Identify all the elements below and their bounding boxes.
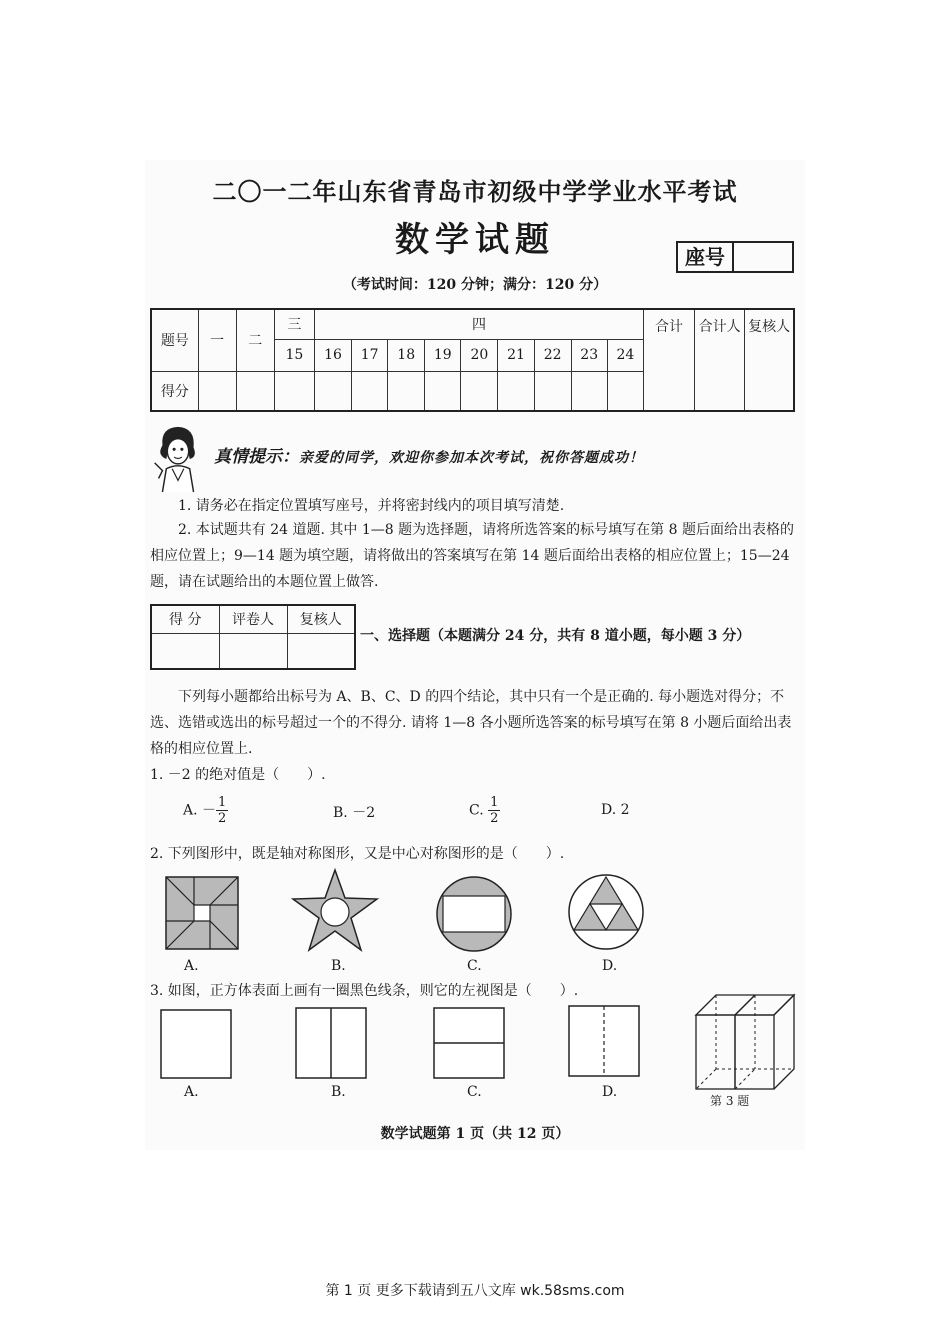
score-table [150, 308, 795, 412]
q1-a-denominator: 2 [218, 811, 227, 826]
q1-c-label: C. [469, 802, 484, 819]
q2-label-a: A. [184, 958, 199, 974]
seat-label: 座号 [678, 243, 734, 271]
page-number-footer: 数学试题第 1 页（共 12 页） [380, 1126, 570, 1142]
score-cell[interactable] [352, 371, 388, 411]
score-cell[interactable] [534, 371, 571, 411]
grade-score-header: 得 分 [151, 605, 219, 633]
q2-stem: 2. 下列图形中，既是轴对称图形，又是中心对称图形的是（ ）. [150, 846, 565, 862]
score-cell[interactable] [571, 371, 607, 411]
score-cell[interactable] [388, 371, 425, 411]
section-3: 三 [274, 309, 314, 339]
q1-c-numerator: 1 [490, 795, 499, 810]
grade-grader-header: 评卷人 [219, 605, 287, 633]
question-number: 24 [607, 339, 643, 371]
question-number: 20 [461, 339, 498, 371]
section-4: 四 [314, 309, 643, 339]
section-2: 二 [236, 309, 274, 371]
totaler-header: 合计人 [695, 309, 745, 411]
question-number: 23 [571, 339, 607, 371]
grade-table [150, 604, 356, 670]
q2-label-d: D. [602, 958, 618, 974]
score-cell[interactable] [198, 371, 236, 411]
q2-label-c: C. [467, 958, 482, 974]
site-footer: 第 1 页 更多下载请到五八文库 wk.58sms.com [325, 1283, 625, 1299]
question-number: 17 [352, 339, 388, 371]
score-cell[interactable] [274, 371, 314, 411]
teacher-cartoon-icon [148, 424, 208, 494]
q1-option-a [183, 795, 228, 826]
exam-subtitle: （考试时间：120 分钟；满分：120 分） [342, 277, 608, 293]
reviewer-header: 复核人 [745, 309, 794, 411]
q3-label-b: B. [331, 1084, 346, 1100]
q3-stem: 3. 如图，正方体表面上画有一圈黑色线条，则它的左视图是（ ）. [150, 983, 579, 999]
q3-option-b-vertical-line-icon [295, 1007, 367, 1079]
q1-option-d: D. 2 [601, 802, 630, 818]
total-header: 合计 [643, 309, 694, 411]
grade-reviewer-header: 复核人 [287, 605, 355, 633]
q2-figure-a-pinwheel-icon [166, 877, 238, 949]
seat-number-box [676, 241, 794, 273]
hint-message: 亲爱的同学，欢迎你参加本次考试，祝你答题成功！ [299, 450, 644, 466]
q3-label-a: A. [184, 1084, 199, 1100]
subject-title: 数学试题 [395, 220, 555, 260]
q1-option-c [469, 795, 500, 826]
grade-reviewer-cell[interactable] [287, 633, 355, 669]
instruction-2: 2. 本试题共有 24 道题. 其中 1—8 题为选择题，请将所选答案的标号填写在第 8 题后面给出表格的相应位置上；9—14 题为填空题，请将做出的答案填写在第 14 题后面给出表格的相应位置上；15—24 题，请在试题给出的本题位置上做答. [150, 522, 794, 590]
q3-option-d-dashed-line-icon [568, 1005, 640, 1077]
q1-a-numerator: 1 [218, 795, 227, 810]
q3-cube-figure-icon [694, 993, 796, 1091]
q3-figure-caption: 第 3 题 [710, 1094, 750, 1108]
q2-label-b: B. [331, 958, 346, 974]
score-cell[interactable] [607, 371, 643, 411]
q3-option-c-horizontal-line-icon [433, 1007, 505, 1079]
instruction-1: 1. 请务必在指定位置填写座号，并将密封线内的项目填写清楚. [178, 498, 565, 514]
hint-line [214, 442, 644, 467]
score-cell[interactable] [314, 371, 351, 411]
section-1: 一 [198, 309, 236, 371]
q1-a-sign: － [202, 802, 217, 819]
grade-score-cell[interactable] [151, 633, 219, 669]
q3-label-c: C. [467, 1084, 482, 1100]
score-cell[interactable] [461, 371, 498, 411]
score-cell[interactable] [425, 371, 461, 411]
hint-label: 真情提示： [214, 447, 299, 467]
q2-figure-c-circle-rectangle-icon [435, 875, 513, 953]
question-number: 22 [534, 339, 571, 371]
section1-intro: 下列每小题都给出标号为 A、B、C、D 的四个结论，其中只有一个是正确的. 每小题选对得分；不选、选错或选出的标号超过一个的不得分. 请将 1—8 各小题所选答案的标号填写在第 8 小题后面给出表格的相应位置上. [150, 689, 792, 757]
q3-option-a-square-icon [160, 1009, 232, 1079]
row-label-score: 得分 [151, 371, 198, 411]
exam-title: 二〇一二年山东省青岛市初级中学学业水平考试 [212, 177, 738, 206]
question-number: 21 [498, 339, 534, 371]
question-number: 18 [388, 339, 425, 371]
q3-label-d: D. [602, 1084, 618, 1100]
section1-heading: 一、选择题（本题满分 24 分，共有 8 道小题，每小题 3 分） [360, 628, 751, 644]
row-label-question: 题号 [151, 309, 198, 371]
score-cell[interactable] [498, 371, 534, 411]
score-cell[interactable] [236, 371, 274, 411]
q1-c-denominator: 2 [490, 811, 499, 826]
q1-stem: 1. －2 的绝对值是（ ）. [150, 767, 326, 783]
q1-option-b: B. －2 [333, 805, 376, 821]
question-number: 15 [274, 339, 314, 371]
q1-c-fraction [488, 795, 500, 826]
q1-a-label: A. [183, 802, 198, 819]
q1-a-fraction [216, 795, 228, 826]
question-number: 19 [425, 339, 461, 371]
q2-figure-d-circle-triangles-icon [567, 873, 645, 951]
q2-figure-b-star-icon [291, 868, 379, 952]
question-number: 16 [314, 339, 351, 371]
grade-grader-cell[interactable] [219, 633, 287, 669]
